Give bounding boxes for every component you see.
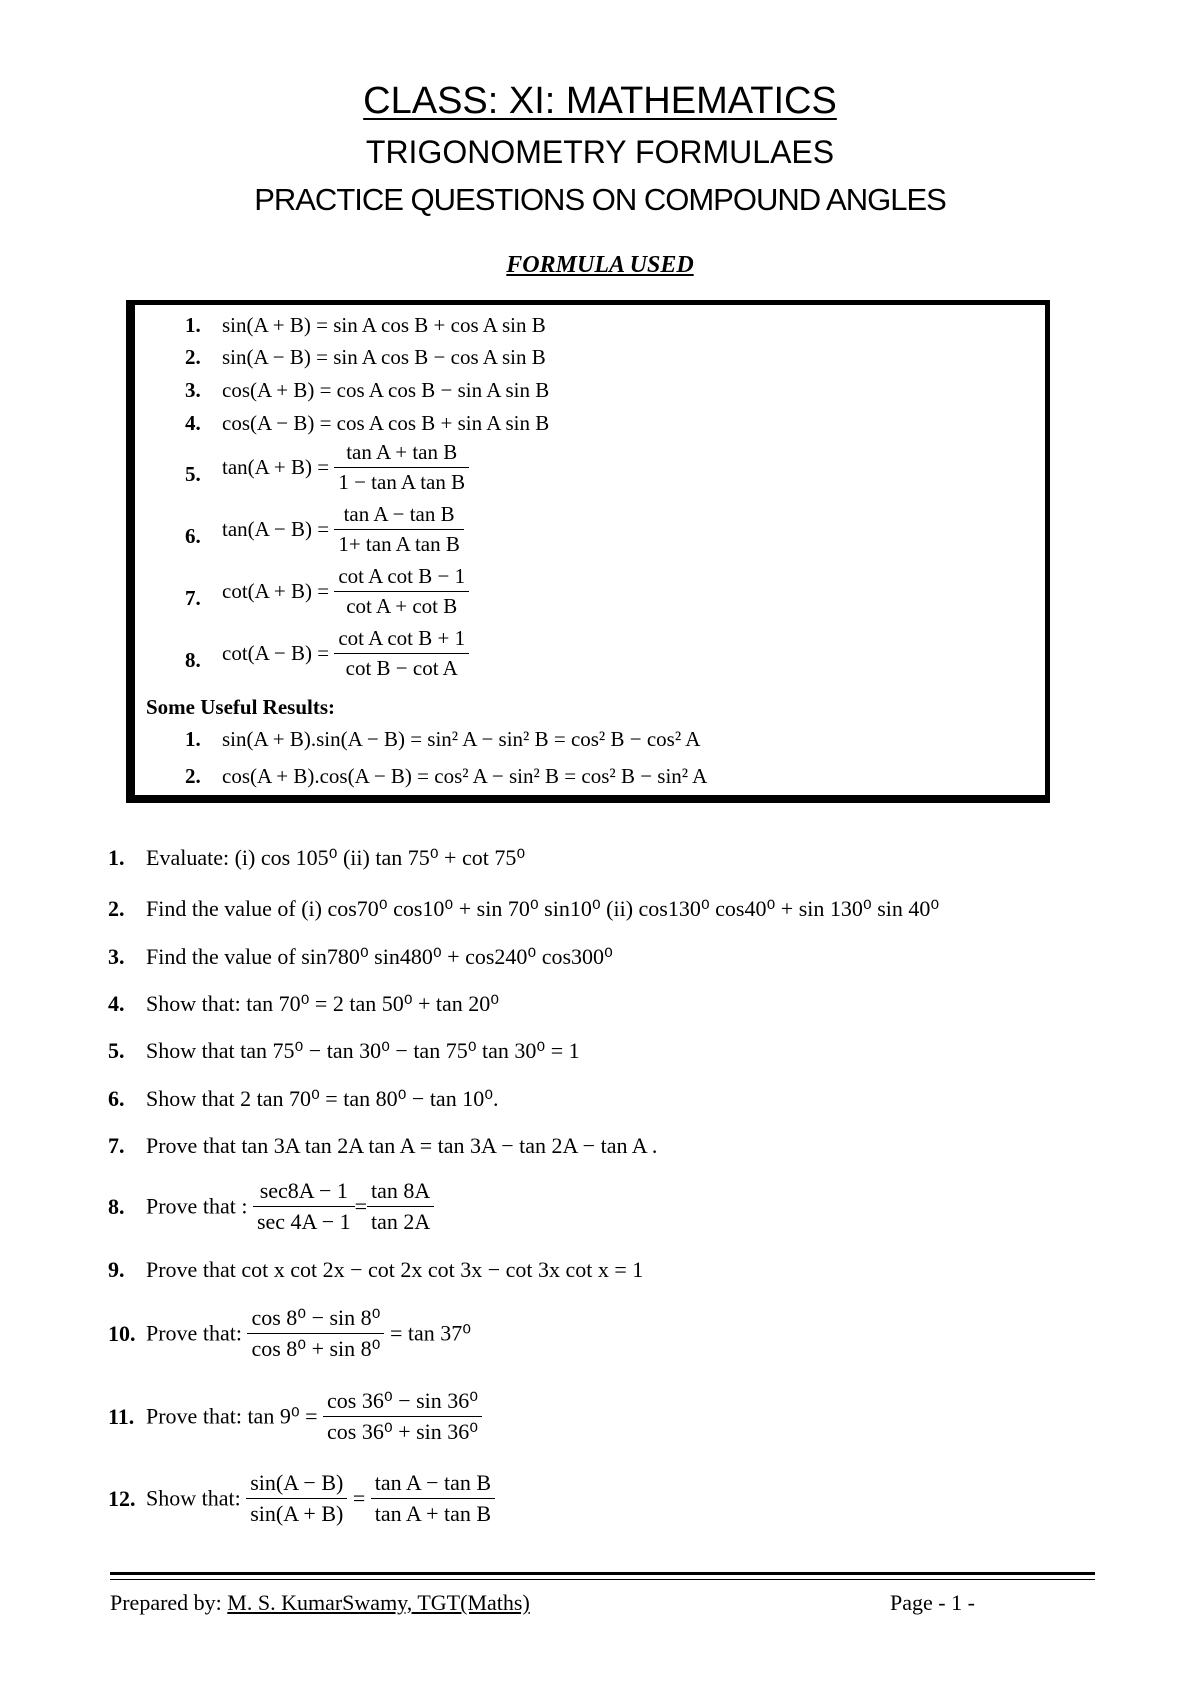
formula-lhs: cot(A + B) = [222, 579, 330, 603]
page-number: Page - 1 - [890, 1590, 975, 1615]
question-number: 1. [108, 845, 125, 870]
question-number: 3. [108, 944, 125, 969]
fraction-denominator: tan 2A [371, 1209, 431, 1234]
question-fraction [323, 1388, 482, 1445]
question [108, 1305, 471, 1362]
page-title: CLASS: XI: MATHEMATICS [363, 80, 837, 122]
question [108, 1470, 495, 1527]
formula-number: 8. [185, 648, 201, 672]
fraction-denominator: 1 − tan A tan B [338, 470, 466, 494]
question-number: 12. [108, 1485, 136, 1511]
question-number: 11. [108, 1403, 135, 1429]
question-number: 8. [108, 1193, 125, 1219]
question-fraction [253, 1178, 355, 1235]
question-number: 7. [108, 1133, 125, 1158]
formula-number: 2. [185, 345, 201, 369]
fraction-denominator: cos 8⁰ + sin 8⁰ [251, 1336, 381, 1361]
formula-number: 5. [185, 462, 201, 486]
question [108, 1257, 643, 1283]
fraction-numerator: tan A − tan B [371, 1470, 495, 1499]
fraction-numerator: cos 36⁰ − sin 36⁰ [323, 1388, 482, 1417]
fraction-numerator: cot A cot B + 1 [334, 626, 469, 654]
page-subtitle: TRIGONOMETRY FORMULAES [365, 134, 835, 170]
question-number: 9. [108, 1257, 125, 1282]
question [108, 1038, 580, 1064]
question-text: Find the value of sin780⁰ sin480⁰ + cos240⁰ cos300⁰ [146, 944, 613, 969]
page-topic: PRACTICE QUESTIONS ON COMPOUND ANGLES [254, 182, 946, 217]
formula-number: 1. [185, 313, 201, 337]
fraction-denominator: cot B − cot A [345, 656, 458, 680]
question-prefix: Prove that: [146, 1403, 242, 1429]
question-rhs: tan 37⁰ [407, 1320, 472, 1346]
question [108, 944, 613, 970]
result-text: cos(A + B).cos(A − B) = cos² A − sin² B = cos² B − sin² A [222, 764, 708, 788]
footer-rule [110, 1579, 1095, 1580]
result-text: sin(A + B).sin(A − B) = sin² A − sin² B = cos² B − cos² A [222, 727, 701, 751]
question [108, 845, 525, 871]
formula-number: 6. [185, 524, 201, 548]
fraction-denominator: cos 36⁰ + sin 36⁰ [327, 1419, 479, 1444]
question-text: Prove that cot x cot 2x − cot 2x cot 3x − cot 3x cot x = 1 [146, 1257, 644, 1282]
result-number: 2. [185, 764, 201, 788]
fraction-numerator: sin(A − B) [246, 1470, 347, 1499]
formula-number: 3. [185, 378, 201, 402]
formula-fraction-row [222, 564, 469, 619]
equals-sign: = [384, 1320, 408, 1346]
fraction-numerator: sec8A − 1 [253, 1178, 355, 1207]
formula-fraction [334, 626, 469, 681]
equals-sign: = [354, 1193, 368, 1219]
equals-sign: = [347, 1485, 371, 1511]
fraction-denominator: cot A + cot B [346, 594, 458, 618]
formula-text: cos(A + B) = cos A cos B − sin A sin B [222, 378, 550, 402]
question [108, 896, 939, 922]
question-fraction [247, 1305, 384, 1362]
question [108, 1086, 499, 1112]
question-number: 10. [108, 1320, 136, 1346]
fraction-denominator: tan A + tan B [374, 1501, 492, 1526]
question [108, 1133, 657, 1159]
fraction-denominator: sin(A + B) [250, 1501, 344, 1526]
question-fraction [246, 1470, 347, 1527]
useful-results-heading: Some Useful Results: [146, 695, 335, 719]
formula-text: sin(A + B) = sin A cos B + cos A sin B [222, 313, 546, 337]
question-text: Show that 2 tan 70⁰ = tan 80⁰ − tan 10⁰. [146, 1086, 499, 1111]
footer-rule [110, 1572, 1095, 1575]
formula-fraction [334, 564, 469, 619]
fraction-numerator: cot A cot B − 1 [334, 564, 469, 592]
question-text: Evaluate: (i) cos 105⁰ (ii) tan 75⁰ + cot 75⁰ [146, 845, 526, 870]
question-prefix: Prove that : [146, 1193, 248, 1219]
formula-number: 7. [185, 586, 201, 610]
question-text: Show that tan 75⁰ − tan 30⁰ − tan 75⁰ tan 30⁰ = 1 [146, 1038, 580, 1063]
question-number: 4. [108, 991, 125, 1016]
question-number: 6. [108, 1086, 125, 1111]
fraction-denominator: sec 4A − 1 [256, 1209, 351, 1234]
formula-fraction-row [222, 440, 469, 495]
fraction-numerator: cos 8⁰ − sin 8⁰ [247, 1305, 384, 1334]
formula-number: 4. [185, 411, 201, 435]
formula-fraction-row [222, 626, 469, 681]
question-number: 5. [108, 1038, 125, 1063]
formula-fraction [334, 502, 464, 557]
result-number: 1. [185, 727, 201, 751]
question-text: Prove that tan 3A tan 2A tan A = tan 3A − tan 2A − tan A . [146, 1133, 658, 1158]
question-prefix: Prove that: [146, 1320, 242, 1346]
question-prefix: Show that: [146, 1485, 241, 1511]
author-link: M. S. KumarSwamy, TGT(Maths) [227, 1590, 530, 1615]
fraction-numerator: tan A − tan B [334, 502, 464, 530]
question [108, 1178, 434, 1235]
formula-lhs: cot(A − B) = [222, 641, 330, 665]
formula-lhs: tan(A − B) = [222, 517, 330, 541]
question-text: Find the value of (i) cos70⁰ cos10⁰ + sin 70⁰ sin10⁰ (ii) cos130⁰ cos40⁰ + sin 130⁰ sin 40⁰ [146, 896, 940, 921]
question-lhs: tan 9⁰ = [247, 1403, 318, 1429]
question-text: Show that: tan 70⁰ = 2 tan 50⁰ + tan 20⁰ [146, 991, 500, 1016]
question-number: 2. [108, 896, 125, 921]
question [108, 1388, 482, 1445]
fraction-denominator: 1+ tan A tan B [338, 532, 460, 556]
formula-fraction [334, 440, 469, 495]
formula-heading: FORMULA USED [506, 252, 694, 278]
prepared-label: Prepared by: [110, 1590, 222, 1615]
formula-text: cos(A − B) = cos A cos B + sin A sin B [222, 411, 550, 435]
fraction-numerator: tan 8A [367, 1178, 434, 1207]
footer-credit [110, 1590, 530, 1616]
formula-text: sin(A − B) = sin A cos B − cos A sin B [222, 345, 546, 369]
question-fraction [371, 1470, 495, 1527]
formula-lhs: tan(A + B) = [222, 455, 330, 479]
question-fraction [367, 1178, 434, 1235]
formula-fraction-row [222, 502, 464, 557]
fraction-numerator: tan A + tan B [334, 440, 469, 468]
question [108, 991, 499, 1017]
